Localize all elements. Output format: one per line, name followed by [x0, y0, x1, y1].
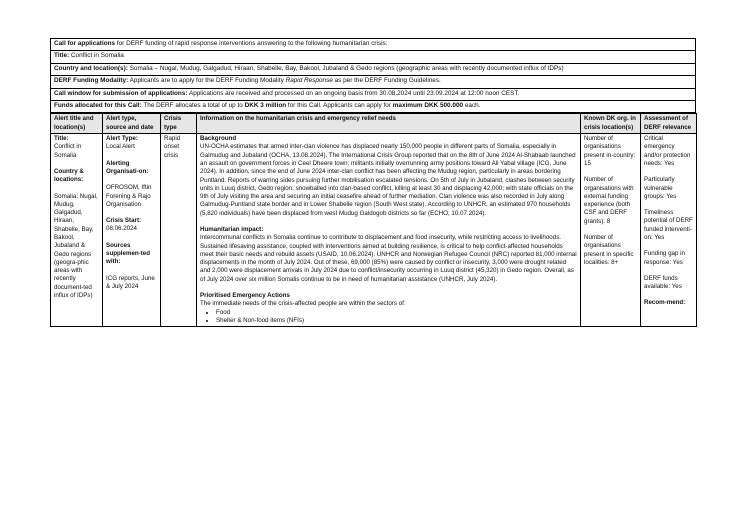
title-label: Title:	[54, 52, 70, 60]
funds-text: The DERF allocates a total of up to	[141, 102, 245, 110]
call-header	[50, 38, 696, 113]
alerting-value: OFROSOM, Iftin Forening & Rajo Organisation	[106, 184, 152, 208]
funds-text-mid: for this Call. Applicants can apply for	[286, 102, 393, 110]
funds-total: DKK 3 million	[244, 102, 287, 110]
country-row	[51, 64, 695, 76]
call-text: for DERF funding of rapid response interventions answering to the following humanitarian crisis:	[115, 40, 388, 47]
crisis-start-label: Crisis Start:	[106, 217, 142, 225]
background-heading: Background	[200, 135, 237, 143]
column-header: Alert type, source and date	[103, 114, 161, 134]
alert-type-label: Alert Type:	[106, 135, 138, 143]
window-text: Applications are received and processed on an ongoing basis from 30.08.2024 until 23.09.2024 at 12:00 noon CEST.	[187, 89, 520, 97]
sources-value: ICG reports, June & July 2024	[106, 274, 155, 290]
crisis-info-cell	[197, 134, 581, 327]
relevance-funding-gap: Funding gap in response: Yes	[644, 250, 685, 266]
modality-label: DERF Funding Modality:	[54, 77, 129, 85]
country-value: Somalia: Nugal, Mudug, Galgadud, Hiraan, Shabelle, Bay, Bakool, Jubaland & Gedo regions (geogra-phic areas with recently document-ted influx of IDPs)	[54, 192, 98, 300]
title-value: Conflict in Somalia	[54, 143, 82, 159]
call-document	[50, 38, 696, 327]
relevance-cell	[641, 134, 697, 327]
call-label: Call for applications	[54, 40, 116, 47]
list-item: • Shelter & Non-food items (NFIs)	[216, 317, 577, 325]
country-label: Country & locations:	[54, 167, 84, 184]
crisis-type-cell	[161, 134, 197, 327]
actions-list	[200, 309, 577, 326]
modality-italic: Rapid Response	[285, 77, 333, 85]
impact-text: Intercommunal conflicts in Somalia continue to contribute to displacement and food insecurity, while restricting access to livelihoods. Sustained lifesaving assistance, coupled with interventions aimed at building resilience, is critical to help conflict-affected households meet their basic needs and rebuild assets (USAID, 10.06.2024). UNHCR and Norwegian Refugee Council (NRC) reported 81,000 internal displacements in the month of July 2024. Out of these, 69,000 (85%) were caused by conflict or insecurity, 3,000 were drought related and 2,000 were displacement arrivals in July 2024 due to conflict/insecurity occurring in Luuq district (45,320) in Gedo region. Overall, as of July 2024 over six million Somalis continue to be in need of humanitarian assistance (UNHCR, July 2024).	[200, 234, 577, 283]
modality-text: Applicants are to apply for the DERF Funding Modality	[128, 77, 286, 85]
funds-max: maximum DKK 500.000	[392, 102, 464, 110]
actions-intro: The immediate needs of the crisis-affected people are within the sectors of:	[200, 300, 406, 308]
org-count-funding: Number of organisations with external funding experience (both CSF and DERF grants): 8	[584, 176, 634, 225]
alert-table	[50, 113, 697, 327]
title-label: Title:	[54, 135, 69, 143]
alerting-label: Alerting Organisati-on:	[106, 159, 149, 175]
funds-label: Funds allocated for this Call:	[54, 102, 142, 110]
window-row	[51, 89, 695, 101]
sources-label: Sources supplemen-ted with:	[106, 241, 151, 266]
table-row	[51, 134, 697, 327]
impact-heading: Humanitarian impact:	[200, 226, 264, 233]
org-count-localities: Number of organisations present in specific localities: 8+	[584, 234, 634, 266]
call-row	[51, 39, 695, 51]
title-text: Conflict in Somalia	[69, 52, 124, 60]
crisis-start-value: 08.06.2024	[106, 225, 137, 233]
crisis-type-value: Rapid onset crisis	[164, 135, 181, 159]
country-label: Country and location(s):	[54, 64, 128, 72]
column-header: Known DK org. in crisis location(s)	[581, 114, 641, 134]
alert-type-value: Local Alert	[106, 143, 135, 151]
relevance-funds-available: DERF funds available: Yes	[644, 274, 682, 291]
alert-type-cell	[103, 134, 161, 327]
modality-row	[51, 76, 695, 88]
org-count-in-country: Number of organisations present in-country: 15	[584, 135, 636, 167]
relevance-vulnerable: Particularly vulnerable groups: Yes	[644, 176, 677, 200]
actions-heading: Prioritised Emergency Actions	[200, 292, 290, 300]
column-header: Information on the humanitarian crisis and emergency relief needs	[197, 114, 581, 134]
relevance-recommend: Recom-mend:	[644, 299, 686, 307]
table-header-row	[51, 114, 697, 134]
funds-row	[51, 101, 695, 113]
column-header: Assessment of DERF relevance	[641, 114, 697, 134]
alert-title-cell	[51, 134, 103, 327]
title-row	[51, 51, 695, 63]
relevance-critical: Critical emergency and/or protection needs: Yes	[644, 135, 691, 167]
country-text: Somalia – Nugal, Mudug, Galgadud, Hiraan, Shabelle, Bay, Bakool, Jubaland & Gedo regions (geographic areas with recently documented influx of IDPs)	[127, 64, 564, 72]
list-item: • Food	[216, 309, 577, 317]
funds-text-end: each.	[463, 102, 481, 110]
column-header: Alert title and location(s)	[51, 114, 103, 134]
dk-org-cell	[581, 134, 641, 327]
modality-text-end: as per the DERF Funding Guidelines.	[332, 77, 441, 85]
background-text: UN-OCHA estimates that armed inter-clan violence has displaced nearly 150,000 people in different parts of Somalia, especially in Galmudug and Jubaland (OCHA, 13.08.2024). The International Crisis Group reported that on the 8th of June 2024 Al-Shabaab launched an assault on government forces in Ceel Dheere town; militants initially overrunning army positions toward Ali Yabal village (ICG, June 2024). In addition, since the end of June 2024 inter-clan conflict has been affecting the Mudug region, particularly in areas bordering Puntland. Reports of warring sides pursuing further mobilisation escalated tensions. On 5th of July in Jubaland, clashes between security units in Luuq district, Gedo region, snowballed into clan-based conflict, killing at least 30 and displacing 42,000; with state officials on the 9th of July visiting the area and securing an initial ceasefire ahead of further mediation. Clan violence was also recorded in July along Galmudug-Puntland state border and in Lower Shabelle region (South West state). According to UNHCR, an estimated 970 households (5,820 individuals) have been displaced from west Mudug Galdogob districts so far (ECHO, 10.07.2024).	[200, 143, 576, 217]
column-header: Crisis type	[161, 114, 197, 134]
relevance-timeliness: Timeliness potential of DERF funded interventi-on: Yes	[644, 209, 693, 241]
window-label: Call window for submission of applications:	[54, 89, 188, 97]
